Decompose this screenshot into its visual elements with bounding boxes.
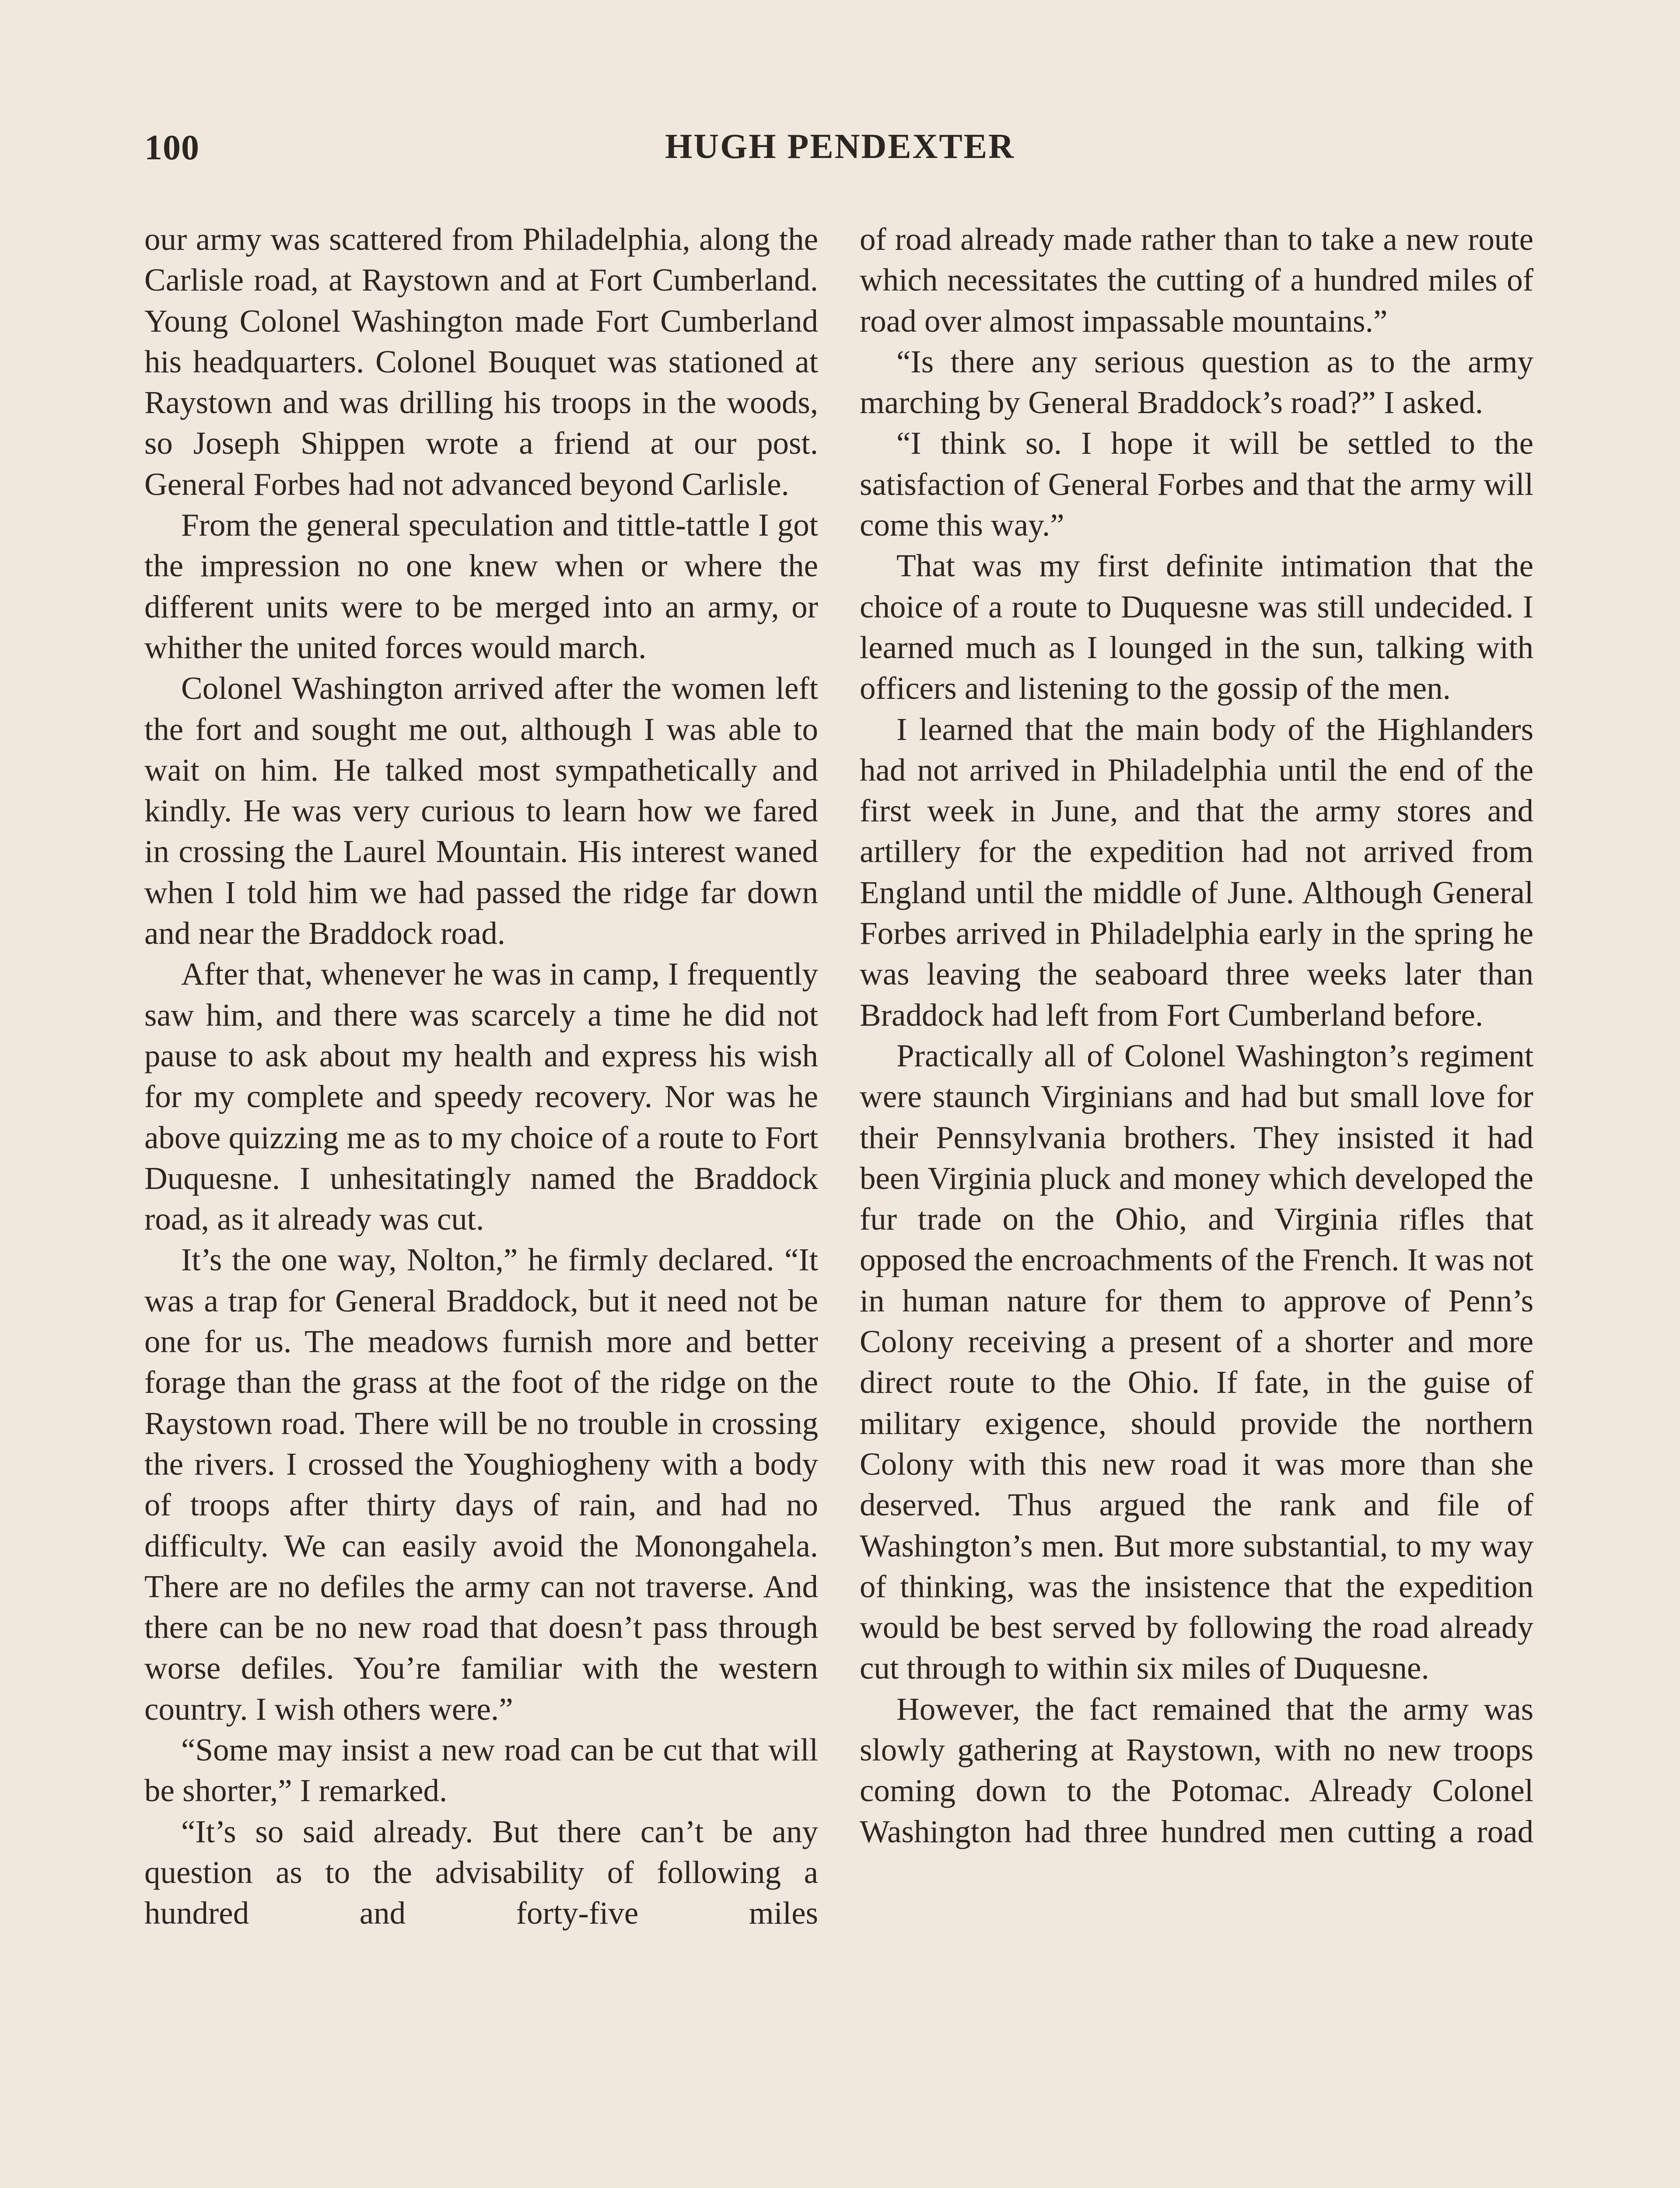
paragraph: our army was scattered from Philadelphia, along the Carlisle road, at Raystown and at Fort Cumberland. Young Colonel Washington made Fort Cumberland his headquarters. Colonel Bouquet was stationed at Raystown and was drilling his troops in the woods, so Joseph Shippen wrote a friend at our post. General Forbes had not advanced beyond Carlisle. <box>144 221 818 502</box>
paragraph: Colonel Washington arrived after the women left the fort and sought me out, although I was able to wait on him. He talked most sympathetically and kindly. He was very curious to learn how we fared in crossing the Laurel Mountain. His interest waned when I told him we had passed the ridge far down and near the Braddock road. <box>144 670 818 951</box>
paragraph: “Is there any serious question as to the army marching by General Braddock’s road?” I asked. <box>860 344 1533 421</box>
paragraph: However, the fact remained that the army was slowly gathering at Raystown, with no new troops coming down to the Potomac. Already Colonel Washington had three hundred men cutting a road <box>860 1691 1533 1849</box>
paragraph: I learned that the main body of the Highlanders had not arrived in Philadelphia until the end of the first week in June, and that the army stores and artillery for the expedition had not arrived from England until the middle of June. Although General Forbes arrived in Philadelphia early in the spring he was leaving the seaboard three weeks later than Braddock had left from Fort Cumberland before. <box>860 711 1533 1033</box>
paragraph: It’s the one way, Nolton,” he firmly declared. “It was a trap for General Braddock, but it need not be one for us. The meadows furnish more and better forage than the grass at the foot of the ridge on the Raystown road. There will be no trouble in crossing the rivers. I crossed the Youghiogheny with a body of troops after thirty days of rain, and had no difficulty. We can easily avoid the Monongahela. There are no defiles the army can not traverse. And there can be no new road that doesn’t pass through worse defiles. You’re familiar with the western country. I wish others were.” <box>144 1242 818 1727</box>
right-column <box>860 219 1533 1852</box>
paragraph: After that, whenever he was in camp, I frequently saw him, and there was scarcely a time he did not pause to ask about my health and express his wish for my complete and speedy recovery. Nor was he above quizzing me as to my choice of a route to Fort Duquesne. I unhesitatingly named the Braddock road, as it already was cut. <box>144 956 818 1237</box>
page-number: 100 <box>144 127 200 167</box>
paragraph: “I think so. I hope it will be settled to the satisfaction of General Forbes and that the army will come this way.” <box>860 425 1533 543</box>
paragraph: From the general speculation and tittle-tattle I got the impression no one knew when or where the different units were to be merged into an army, or whither the united forces would march. <box>144 507 818 665</box>
paragraph: That was my first definite intimation that the choice of a route to Duquesne was still undecided. I learned much as I lounged in the sun, talking with officers and listening to the gossip of the men. <box>860 548 1533 706</box>
paragraph: Practically all of Colonel Washington’s regiment were staunch Virginians and had but small love for their Pennsylvania brothers. They insisted it had been Virginia pluck and money which developed the fur trade on the Ohio, and Virginia rifles that opposed the encroachments of the French. It was not in human nature for them to approve of Penn’s Colony receiving a present of a shorter and more direct route to the Ohio. If fate, in the guise of military exigence, should provide the northern Colony with this new road it was more than she deserved. Thus argued the rank and file of Washington’s men. But more substantial, to my way of thinking, was the insistence that the expedition would be best served by following the road already cut through to within six miles of Duquesne. <box>860 1038 1533 1686</box>
running-head: HUGH PENDEXTER <box>665 127 1015 166</box>
left-column <box>144 219 818 1933</box>
paragraph: “Some may insist a new road can be cut that will be shorter,” I remarked. <box>144 1732 818 1809</box>
paragraph: “It’s so said already. But there can’t be any question as to the advisability of following a hundred and forty-five miles <box>144 1813 818 1931</box>
paragraph: of road already made rather than to take a new route which necessitates the cutting of a hundred miles of road over almost impassable mountains.” <box>860 221 1533 339</box>
